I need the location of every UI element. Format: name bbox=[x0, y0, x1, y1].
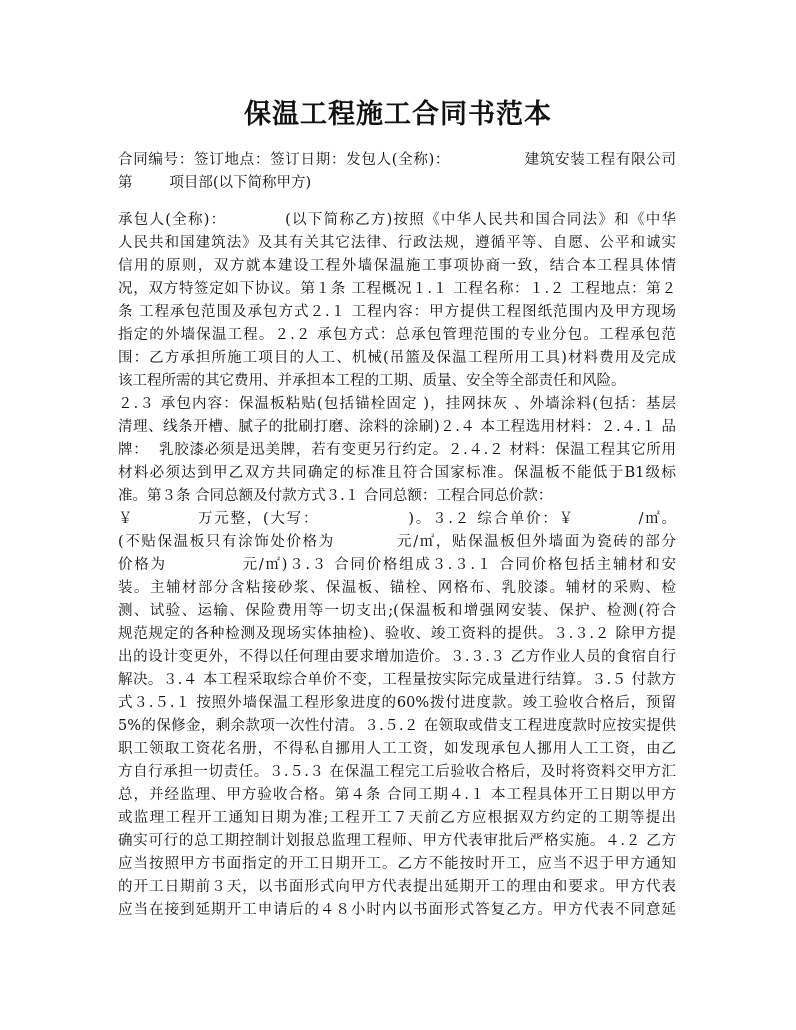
body-line: 准。第３条 合同总额及付款方式３.１ 合同总额：工程合同总价款： bbox=[118, 488, 553, 504]
body-line: 合同编号：签订地点：签订日期：发包人(全称)： 建筑安装工程有限公司 bbox=[118, 152, 676, 168]
body-line: 况，双方特签定如下协议。第１条 工程概况１.１ 工程名称：１.２ 工程地点：第２ bbox=[118, 281, 676, 297]
document-title: 保温工程施工合同书范本 bbox=[244, 99, 552, 130]
body-line: 该工程所需的其它费用、并承担本工程的工期、质量、安全等全部责任和风险。 bbox=[118, 373, 626, 389]
body-line: 确实可行的总工期控制计划报总监理工程师、甲方代表审批后严格实施。４.２ 乙方 bbox=[118, 833, 676, 849]
body-line: 解决。３.４ 本工程采取综合单价不变，工程量按实际完成量进行结算。３.５ 付款方 bbox=[118, 672, 676, 688]
body-line: 的开工日期前３天，以书面形式向甲方代表提出延期开工的理由和要求。甲方代表 bbox=[118, 879, 676, 895]
body-line: 应当按照甲方书面指定的开工日期开工。乙方不能按时开工，应当不迟于甲方通知 bbox=[118, 856, 676, 872]
body-line: 条 工程承包范围及承包方式２.１ 工程内容：甲方提供工程图纸范围内及甲方现场 bbox=[118, 304, 676, 320]
body-line: 应当在接到延期开工申请后的４８小时内以书面形式答复乙方。甲方代表不同意延 bbox=[118, 902, 676, 918]
body-line: ２.３ 承包内容：保温板粘贴(包括锚栓固定 )，挂网抹灰 、外墙涂料(包括：基层 bbox=[118, 396, 676, 412]
body-line: 材料必须达到甲乙双方共同确定的标准且符合国家标准。保温板不能低于B1级标 bbox=[118, 465, 676, 481]
body-line: (不贴保温板只有涂饰处价格为 元/㎡，贴保温板但外墙面为瓷砖的部分 bbox=[118, 534, 676, 550]
body-line: 装。主辅材部分含粘接砂浆、保温板、锚栓、网格布、乳胶漆。辅材的采购、检 bbox=[118, 580, 676, 596]
body-line: 指定的外墙保温工程。２.２ 承包方式：总承包管理范围的专业分包。工程承包范 bbox=[118, 327, 676, 343]
body-line: 5%的保修金，剩余款项一次性付清。３.５.２ 在领取或借支工程进度款时应按实提供 bbox=[118, 718, 676, 734]
body-line: 承包人(全称)： (以下简称乙方)按照《中华人民共和国合同法》和《中华 bbox=[118, 212, 676, 228]
body-line: 围：乙方承担所施工项目的人工、机械(吊篮及保温工程所用工具)材料费用及完成 bbox=[118, 350, 676, 366]
body-line: 牌： 乳胶漆必须是迅美牌，若有变更另行约定。２.４.２ 材料：保温工程其它所用 bbox=[118, 442, 676, 458]
body-line: 价格为 元/㎡)３.３ 合同价格组成３.３.１ 合同价格包括主辅材和安 bbox=[118, 557, 676, 573]
body-line: 规范规定的各种检测及现场实体抽检)、验收、竣工资料的提供。３.３.２ 除甲方提 bbox=[118, 626, 676, 642]
body-line: 信用的原则，双方就本建设工程外墙保温施工事项协商一致，结合本工程具体情 bbox=[118, 258, 676, 274]
body-line: 总，并经监理、甲方验收合格。第４条 合同工期４.１ 本工程具体开工日期以甲方 bbox=[118, 787, 676, 803]
body-line: 职工领取工资花名册，不得私自挪用人工工资，如发现承包人挪用人工工资，由乙 bbox=[118, 741, 676, 757]
body-line: ￥ 万元整，(大写： )。３.２ 综合单价：￥ /㎡。 bbox=[118, 511, 676, 527]
body-line: 清理、线条开槽、腻子的批刷打磨、涂料的涂刷)２.４ 本工程选用材料：２.４.１ 品 bbox=[118, 419, 676, 435]
body-line: 方自行承担一切责任。３.５.３ 在保温工程完工后验收合格后，及时将资料交甲方汇 bbox=[118, 764, 676, 780]
body-line: 人民共和国建筑法》及其有关其它法律、行政法规，遵循平等、自愿、公平和诚实 bbox=[118, 235, 676, 251]
body-line: 测、试验、运输、保险费用等一切支出;(保温板和增强网安装、保护、检测(符合 bbox=[118, 603, 676, 619]
body-line: 第 项目部(以下简称甲方) bbox=[118, 175, 312, 191]
body-line: 出的设计变更外，不得以任何理由要求增加造价。３.３.３ 乙方作业人员的食宿自行 bbox=[118, 649, 676, 665]
body-line: 式３.５.１ 按照外墙保温工程形象进度的60%拨付进度款。竣工验收合格后，预留 bbox=[118, 695, 676, 711]
body-line: 或监理工程开工通知日期为准;工程开工７天前乙方应根据双方约定的工期等提出 bbox=[118, 810, 676, 826]
